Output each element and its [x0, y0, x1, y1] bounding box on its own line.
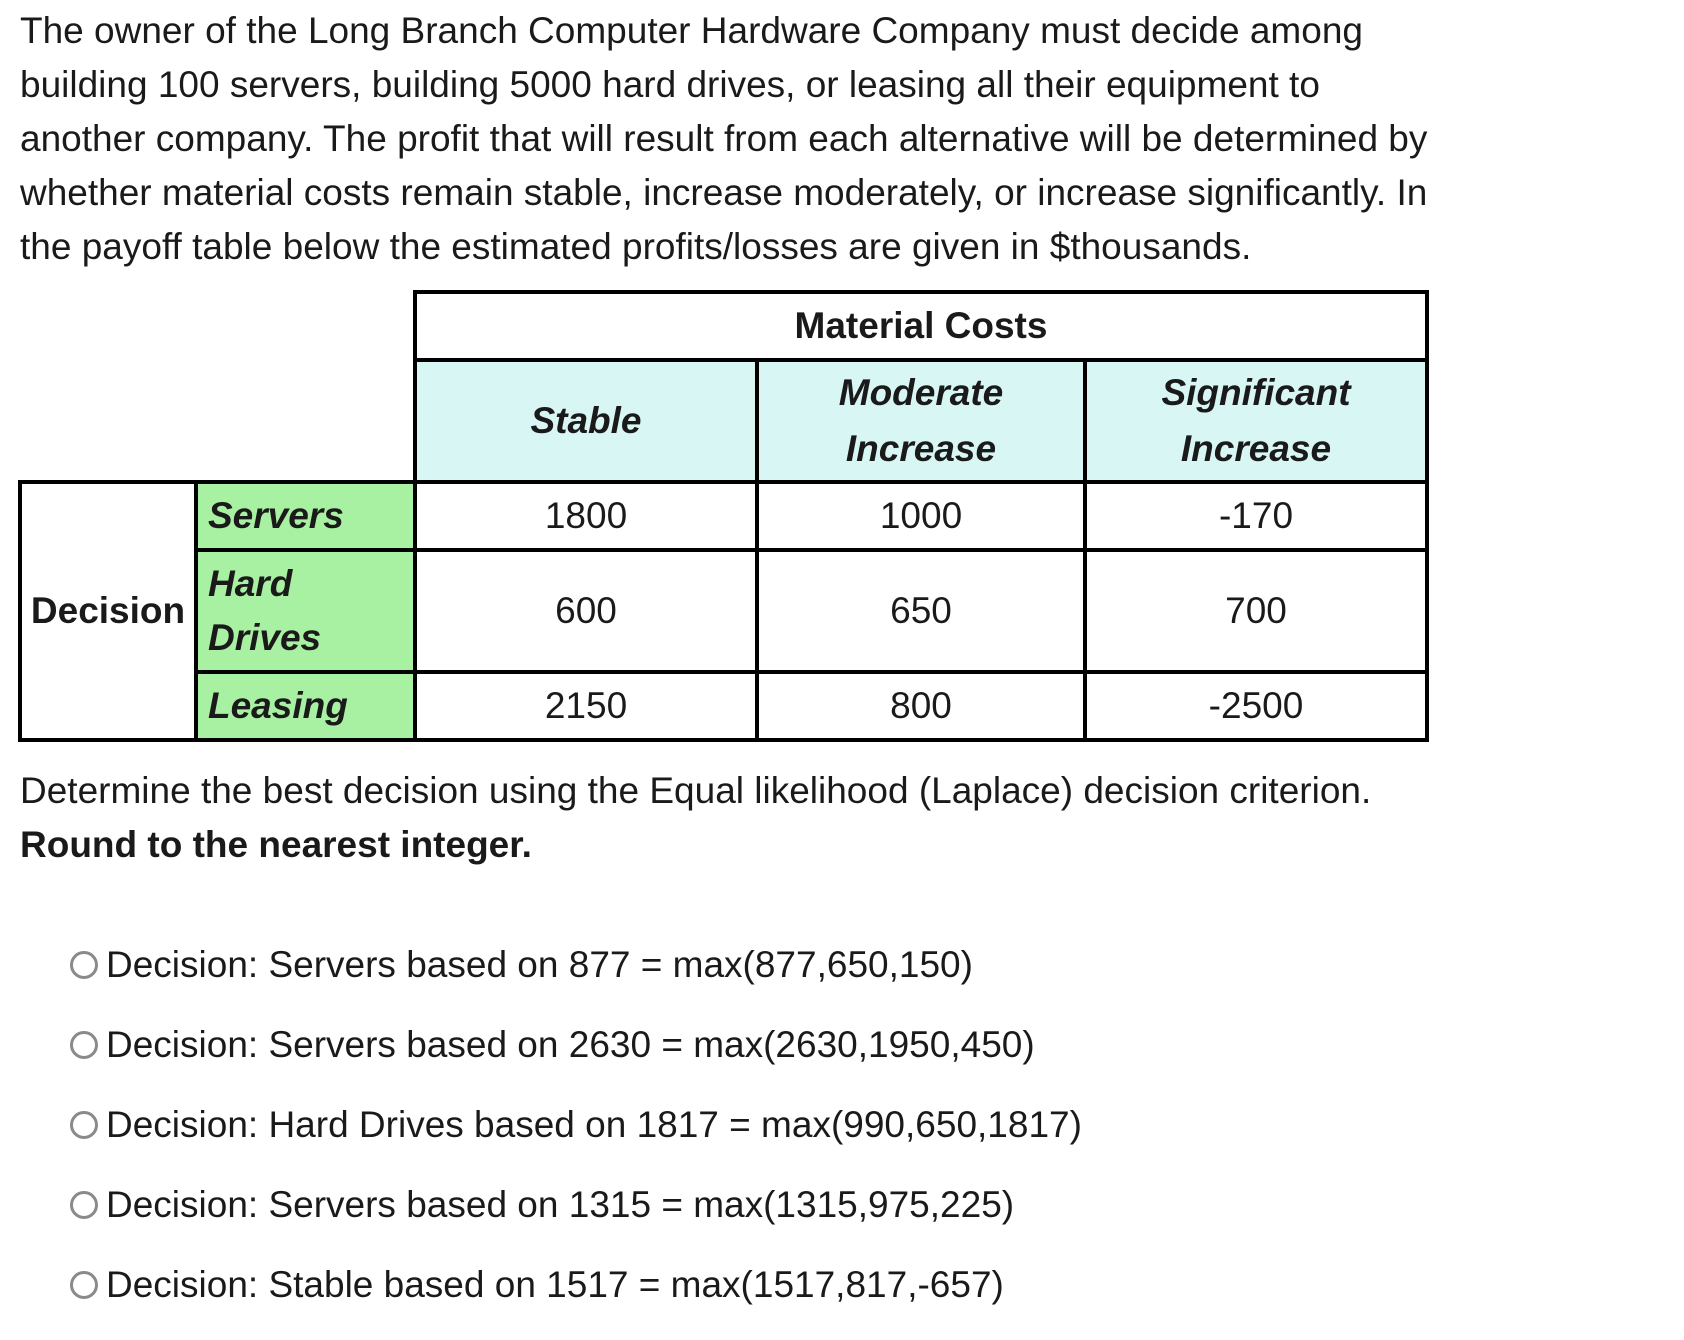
- answer-options: [70, 925, 1082, 1325]
- table-row: [20, 672, 1427, 740]
- alternative-header-hard-drives: Hard Drives: [196, 550, 415, 672]
- radio-button[interactable]: [70, 1271, 98, 1299]
- answer-option-1[interactable]: [70, 925, 1082, 1005]
- table-row: [20, 482, 1427, 550]
- radio-button[interactable]: [70, 1111, 98, 1139]
- payoff-cell: 700: [1085, 550, 1427, 672]
- state-header-stable: Stable: [415, 360, 757, 482]
- payoff-cell: 1000: [757, 482, 1085, 550]
- rounding-instruction: Round to the nearest integer.: [20, 824, 532, 865]
- payoff-cell: 800: [757, 672, 1085, 740]
- option-label: Decision: Servers based on 1315 = max(1315,975,225): [106, 1184, 1015, 1225]
- payoff-table: [18, 290, 1429, 742]
- answer-option-2[interactable]: [70, 1005, 1082, 1085]
- payoff-cell: 650: [757, 550, 1085, 672]
- payoff-cell: -2500: [1085, 672, 1427, 740]
- payoff-cell: 600: [415, 550, 757, 672]
- payoff-cell: 1800: [415, 482, 757, 550]
- question-text: Determine the best decision using the Equal likelihood (Laplace) decision criterion.: [20, 770, 1372, 811]
- problem-intro: The owner of the Long Branch Computer Hardware Company must decide among building 100 servers, building 5000 hard drives, or leasing all their equipment to another company. The profit that will result from each alternative will be determined by whether material costs remain stable, increase moderately, or increase significantly. In the payoff table below the estimated profits/losses are given in $thousands.: [20, 10, 1428, 267]
- alternative-header-leasing: Leasing: [196, 672, 415, 740]
- table-corner-blank: [20, 292, 415, 360]
- answer-option-5[interactable]: [70, 1245, 1082, 1325]
- state-header-moderate-increase: Moderate Increase: [757, 360, 1085, 482]
- table-row: [20, 550, 1427, 672]
- radio-button[interactable]: [70, 951, 98, 979]
- payoff-cell: 2150: [415, 672, 757, 740]
- option-label: Decision: Hard Drives based on 1817 = max(990,650,1817): [106, 1104, 1082, 1145]
- radio-button[interactable]: [70, 1031, 98, 1059]
- material-costs-header: Material Costs: [415, 292, 1427, 360]
- question-prompt: [20, 764, 1460, 872]
- alternative-header-servers: Servers: [196, 482, 415, 550]
- option-label: Decision: Servers based on 877 = max(877,650,150): [106, 944, 973, 985]
- radio-button[interactable]: [70, 1191, 98, 1219]
- table-corner-blank-2: [20, 360, 415, 482]
- option-label: Decision: Servers based on 2630 = max(2630,1950,450): [106, 1024, 1035, 1065]
- state-header-significant-increase: Significant Increase: [1085, 360, 1427, 482]
- payoff-cell: -170: [1085, 482, 1427, 550]
- option-label: Decision: Stable based on 1517 = max(1517,817,-657): [106, 1264, 1004, 1305]
- decision-row-header: Decision: [20, 482, 196, 740]
- answer-option-3[interactable]: [70, 1085, 1082, 1165]
- answer-option-4[interactable]: [70, 1165, 1082, 1245]
